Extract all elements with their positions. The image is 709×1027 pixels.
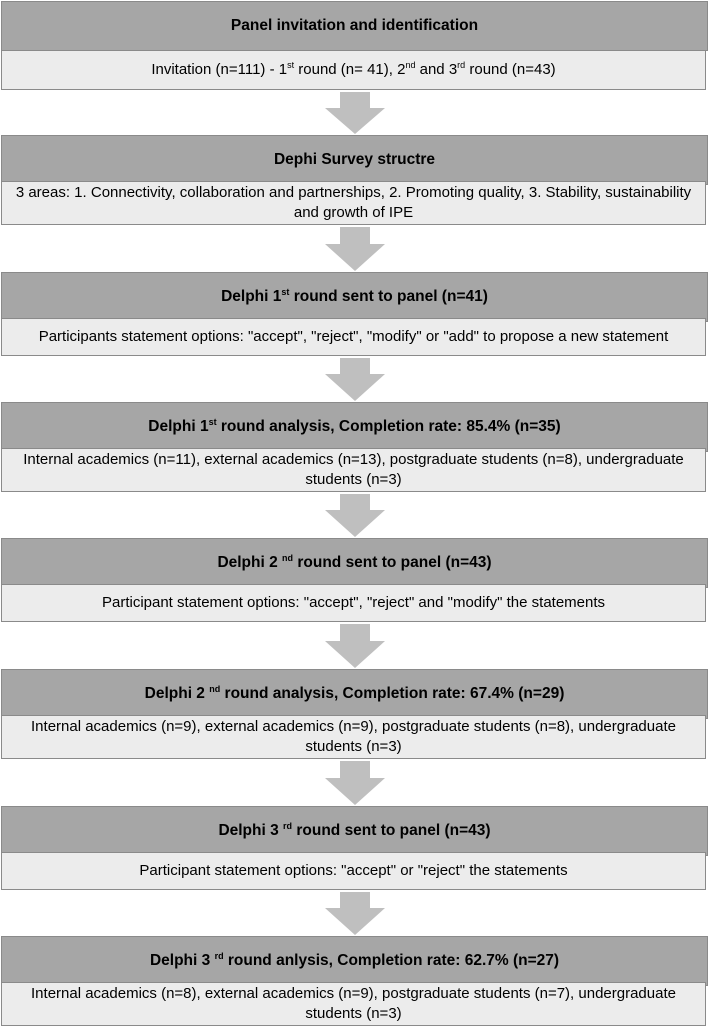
step-title: Panel invitation and identification <box>230 17 479 34</box>
step-title: Delphi 1st round sent to panel (n=41) <box>221 286 488 305</box>
step-title: Delphi 3 $^{rd}$ round sent to panel (n=43) <box>218 820 491 839</box>
step-detail-text: Participants statement options: "accept", "reject", "modify" or "add" to propose a new statement <box>38 328 669 345</box>
step-detail-text: Participant statement options: "accept" or "reject" the statements <box>139 862 568 879</box>
step-detail-text: Participant statement options: "accept", "reject" and "modify" the statements <box>101 594 606 611</box>
step-detail-text: Internal academics (n=8), external academics (n=9), postgraduate students (n=7), undergraduate students (n=3) <box>31 985 676 1022</box>
down-arrow-icon <box>325 227 385 271</box>
step-title: Delphi 1st round analysis, Completion rate: 85.4% (n=35) <box>148 416 561 435</box>
step-title: Dephi Survey structre <box>273 151 436 168</box>
step-header <box>1 135 708 185</box>
step-detail-text: Invitation (n=111) - 1st round (n= 41), 2nd and 3rd round (n=43) <box>151 60 556 78</box>
superscript: rd <box>457 60 466 70</box>
superscript: nd <box>209 683 221 694</box>
step-detail <box>1 852 706 890</box>
step-title: Delphi 2 $^{nd}$ round analysis, Completion rate: 67.4% (n=29) <box>144 683 565 702</box>
step-detail <box>1 50 706 90</box>
superscript: nd <box>282 552 294 563</box>
down-arrow-icon <box>325 761 385 805</box>
step-detail <box>1 715 706 759</box>
superscript: st <box>208 416 217 427</box>
step-title: Delphi 3 $^{rd}$ round anlysis, Completion rate: 62.7% (n=27) <box>149 950 560 969</box>
step-detail-text: Internal academics (n=9), external academics (n=9), postgraduate students (n=8), undergraduate students (n=3) <box>31 718 676 755</box>
down-arrow-icon <box>325 892 385 935</box>
step-detail <box>1 318 706 356</box>
superscript: nd <box>405 60 416 70</box>
step-detail-text: Internal academics (n=11), external academics (n=13), postgraduate students (n=8), undergraduate students (n=3) <box>23 451 684 488</box>
step-header <box>1 1 708 51</box>
down-arrow-icon <box>325 494 385 537</box>
superscript: st <box>287 60 295 70</box>
superscript: rd <box>283 820 293 831</box>
down-arrow-icon <box>325 624 385 668</box>
step-title: Delphi 2 $^{nd}$ round sent to panel (n=43) <box>217 552 492 571</box>
superscript: st <box>281 286 290 297</box>
down-arrow-icon <box>325 92 385 134</box>
down-arrow-icon <box>325 358 385 401</box>
step-detail <box>1 982 706 1026</box>
superscript: rd <box>214 950 224 961</box>
step-detail-text: 3 areas: 1. Connectivity, collaboration and partnerships, 2. Promoting quality, 3. Stability, sustainability and growth of IPE <box>15 184 692 221</box>
step-detail <box>1 181 706 225</box>
step-detail <box>1 448 706 492</box>
step-header <box>1 936 708 986</box>
step-header <box>1 538 708 588</box>
step-detail <box>1 584 706 622</box>
step-header <box>1 402 708 452</box>
step-header <box>1 806 708 856</box>
step-header <box>1 669 708 719</box>
step-header <box>1 272 708 322</box>
